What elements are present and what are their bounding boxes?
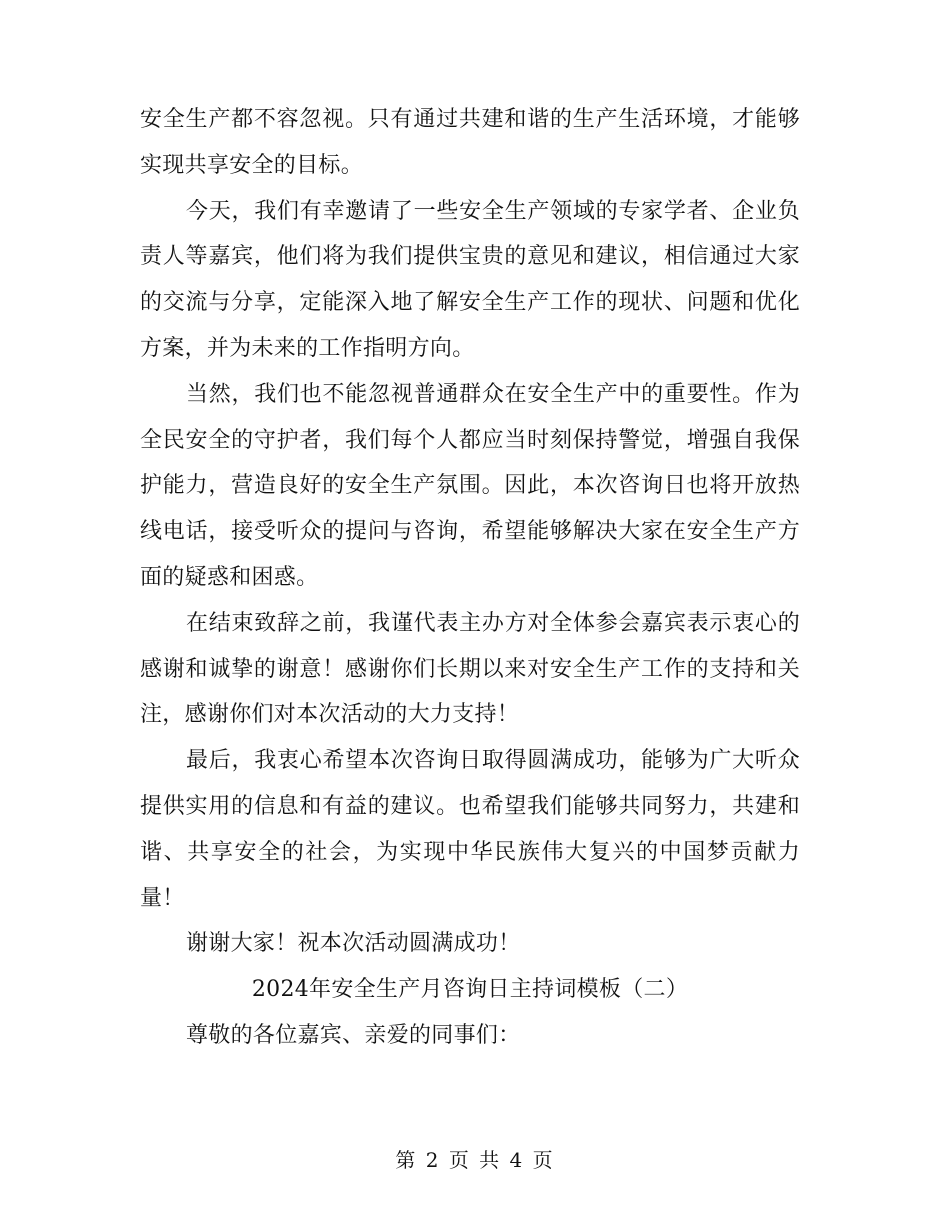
section-subtitle: 2024年安全生产月咨询日主持词模板（二） [251, 977, 689, 1003]
paragraph-guests: 今天，我们有幸邀请了一些安全生产领域的专家学者、企业负责人等嘉宾，他们将为我们提供宝贵的意见和建议，相信通过大家的交流与分享，定能深入地了解安全生产工作的现状、问题和优化方案，并为未来的工作指明方向。 [140, 198, 800, 361]
paragraph-final-thanks: 谢谢大家！祝本次活动圆满成功！ [186, 931, 521, 957]
paragraph-closing: 最后，我衷心希望本次咨询日取得圆满成功，能够为广大听众提供实用的信息和有益的建议。也希望我们能够共同努力，共建和谐、共享安全的社会，为实现中华民族伟大复兴的中国梦贡献力量！ [140, 748, 800, 911]
greeting-line: 尊敬的各位嘉宾、亲爱的同事们： [186, 1022, 521, 1048]
paragraph-continuation: 安全生产都不容忽视。只有通过共建和谐的生产生活环境，才能够实现共享安全的目标。 [140, 107, 800, 178]
page-footer: 第 2 页 共 4 页 [395, 1148, 555, 1172]
document-body [140, 97, 800, 1059]
paragraph-thanks: 在结束致辞之前，我谨代表主办方对全体参会嘉宾表示衷心的感谢和诚挚的谢意！感谢你们长期以来对安全生产工作的支持和关注，感谢你们对本次活动的大力支持！ [140, 610, 800, 728]
paragraph-public: 当然，我们也不能忽视普通群众在安全生产中的重要性。作为全民安全的守护者，我们每个人都应当时刻保持警觉，增强自我保护能力，营造良好的安全生产氛围。因此，本次咨询日也将开放热线电话，接受听众的提问与咨询，希望能够解决大家在安全生产方面的疑惑和困惑。 [140, 381, 800, 590]
